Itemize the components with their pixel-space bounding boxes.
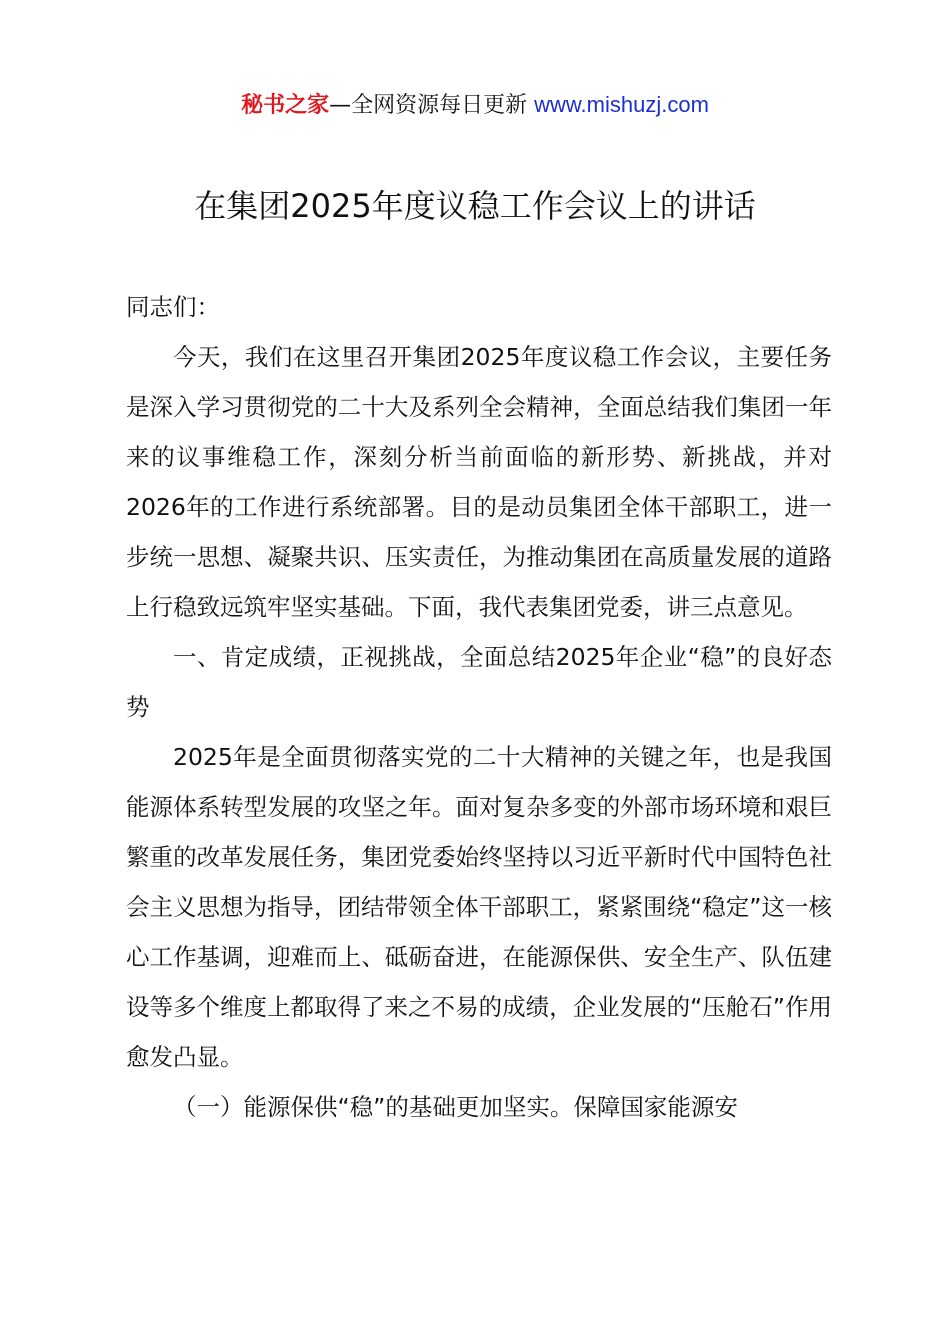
site-url-link[interactable]: www.mishuzj.com xyxy=(534,92,709,117)
subsection-heading-1: （一）能源保供“稳”的基础更加坚实。保障国家能源安 xyxy=(173,1093,738,1121)
salutation: 同志们： xyxy=(126,293,220,321)
paragraph-intro: 今天，我们在这里召开集团2025年度议稳工作会议，主要任务是深入学习贯彻党的二十大及系列全会精神，全面总结我们集团一年来的议事维稳工作，深刻分析当前面临的新形势、新挑战，并对2026年的工作进行系统部署。目的是动员集团全体干部职工，进一步统一思想、凝聚共识、压实责任，为推动集团在高质量发展的道路上行稳致远筑牢坚实基础。下面，我代表集团党委，讲三点意见。 xyxy=(126,343,832,621)
document-title: 在集团2025年度议稳工作会议上的讲话 xyxy=(194,187,756,225)
document-body xyxy=(126,282,832,1132)
header-slogan: —全网资源每日更新 xyxy=(329,93,535,118)
brand-name: 秘书之家 xyxy=(241,93,330,118)
site-header xyxy=(0,88,950,123)
paragraph-2025-summary: 2025年是全面贯彻落实党的二十大精神的关键之年，也是我国能源体系转型发展的攻坚之年。面对复杂多变的外部市场环境和艰巨繁重的改革发展任务，集团党委始终坚持以习近平新时代中国特色社会主义思想为指导，团结带领全体干部职工，紧紧围绕“稳定”这一核心工作基调，迎难而上、砥砺奋进，在能源保供、安全生产、队伍建设等多个维度上都取得了来之不易的成绩，企业发展的“压舱石”作用愈发凸显。 xyxy=(126,743,832,1071)
section-heading-1: 一、肯定成绩，正视挑战，全面总结2025年企业“稳”的良好态势 xyxy=(126,643,832,721)
